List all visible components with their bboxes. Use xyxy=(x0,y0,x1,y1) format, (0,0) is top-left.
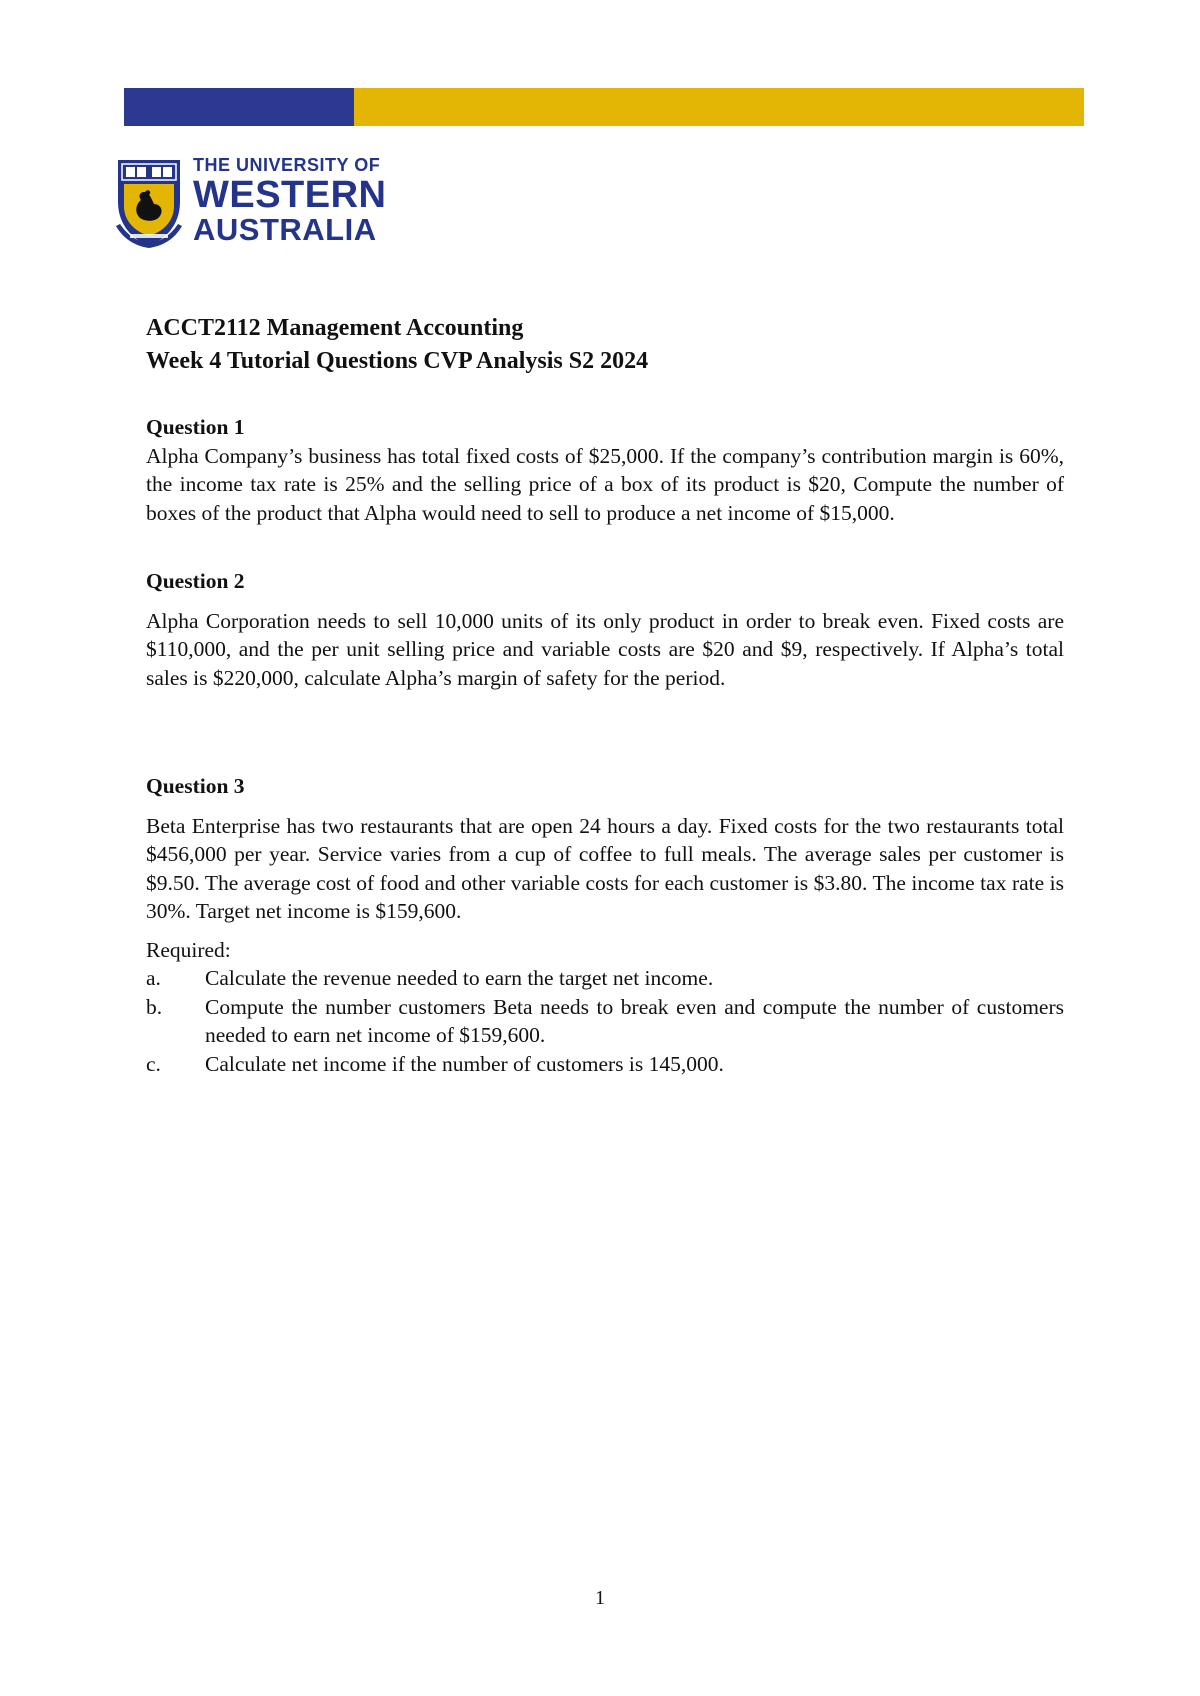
logo-text-line2: WESTERN xyxy=(193,174,387,216)
logo-text-line1: THE UNIVERSITY OF xyxy=(193,155,381,175)
university-logo xyxy=(114,152,387,248)
question-2-section xyxy=(146,567,1064,692)
document-title-line1: ACCT2112 Management Accounting xyxy=(146,315,524,341)
list-item-letter: b. xyxy=(146,994,163,1019)
required-label: Required: xyxy=(146,937,231,962)
question-3-heading: Question 3 xyxy=(146,774,245,798)
logo-text-line3: AUSTRALIA xyxy=(193,212,377,247)
required-list xyxy=(146,964,1064,1078)
header-color-bar xyxy=(124,88,1084,126)
document-title-line2: Week 4 Tutorial Questions CVP Analysis S2 2024 xyxy=(146,348,649,374)
question-1-heading: Question 1 xyxy=(146,415,245,439)
question-1-text: Alpha Company’s business has total fixed costs of $25,000. If the company’s contribution margin is 60%, the income tax rate is 25% and the selling price of a box of its product is $20, Compute the number of boxes of the product that Alpha would need to sell to produce a net income of $15,000. xyxy=(146,443,1064,525)
page-number: 1 xyxy=(595,1587,605,1609)
list-item xyxy=(146,993,1064,1050)
question-3-text: Beta Enterprise has two restaurants that are open 24 hours a day. Fixed costs for the two restaurants total $456,000 per year. Service varies from a cup of coffee to full meals. The average sales per customer is $9.50. The average cost of food and other variable costs for each customer is $3.80. The income tax rate is 30%. Target net income is $159,600. xyxy=(146,813,1064,923)
question-3-section xyxy=(146,772,1064,1078)
university-wordmark xyxy=(193,152,387,245)
question-1-section xyxy=(146,413,1064,527)
header-bar-blue-segment xyxy=(124,88,354,126)
list-item-text: Calculate the revenue needed to earn the target net income. xyxy=(205,966,714,990)
university-crest-icon xyxy=(114,156,184,248)
question-2-heading: Question 2 xyxy=(146,569,245,593)
list-item-text: Compute the number customers Beta needs to break even and compute the number of customers needed to earn net income of $159,600. xyxy=(205,994,1064,1047)
list-item xyxy=(146,1050,1064,1079)
list-item-letter: a. xyxy=(146,966,161,990)
header-bar-gold-segment xyxy=(354,88,1084,126)
list-item xyxy=(146,964,1064,993)
document-body xyxy=(146,312,1064,1078)
list-item-letter: c. xyxy=(146,1051,161,1076)
question-2-text: Alpha Corporation needs to sell 10,000 units of its only product in order to break even. Fixed costs are $110,000, and the per unit selling price and variable costs are $20 and $9, respectively. If Alpha’s total sales is $220,000, calculate Alpha’s margin of safety for the period. xyxy=(146,608,1064,690)
list-item-text: Calculate net income if the number of customers is 145,000. xyxy=(205,1051,724,1076)
